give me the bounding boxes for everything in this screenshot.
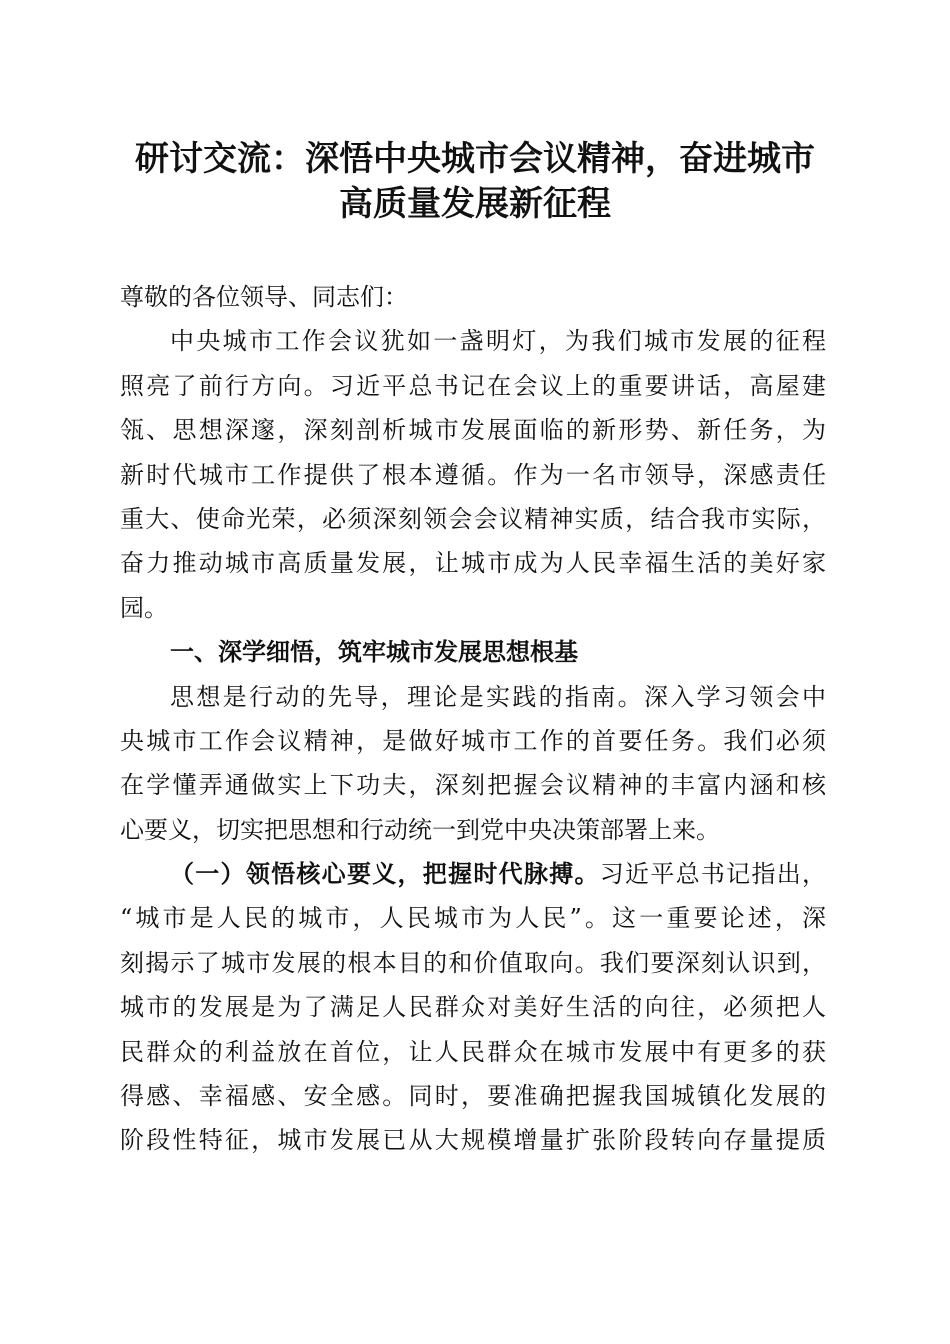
paragraph-line: 得感、幸福感、安全感。同时，要准确把握我国城镇化发展的 — [120, 1082, 826, 1111]
title-line-1: 研讨交流：深悟中央城市会议精神，奋进城市 — [135, 139, 815, 179]
document-title — [100, 137, 850, 227]
paragraph-line: 心要义，切实把思想和行动统一到党中央决策部署上来。 — [120, 815, 720, 844]
paragraph-line: “城市是人民的城市，人民城市为人民”。这一重要论述，深 — [120, 904, 826, 933]
paragraph-intro — [120, 319, 826, 630]
title-line-2: 高质量发展新征程 — [339, 184, 611, 224]
subsection-heading: （一）领悟核心要义，把握时代脉搏。 — [170, 859, 600, 889]
paragraph-subsection-1 — [120, 852, 826, 1163]
paragraph-line: 中央城市工作会议犹如一盏明灯，为我们城市发展的征程 — [170, 327, 826, 356]
paragraph-line: 奋力推动城市高质量发展，让城市成为人民幸福生活的美好家 — [120, 549, 826, 578]
salutation: 尊敬的各位领导、同志们： — [120, 283, 408, 311]
paragraph-line: 照亮了前行方向。习近平总书记在会议上的重要讲话，高屋建 — [120, 371, 826, 400]
paragraph-line: 城市的发展是为了满足人民群众对美好生活的向往，必须把人 — [120, 993, 826, 1022]
paragraph-thought — [120, 675, 826, 853]
paragraph-line: 园。 — [120, 593, 168, 622]
paragraph-line: 瓴、思想深邃，深刻剖析城市发展面临的新形势、新任务，为 — [120, 416, 826, 445]
paragraph-line: 在学懂弄通做实上下功夫，深刻把握会议精神的丰富内涵和核 — [120, 771, 826, 800]
section-heading: 一、深学细悟，筑牢城市发展思想根基 — [170, 637, 578, 667]
paragraph-line: 民群众的利益放在首位，让人民群众在城市发展中有更多的获 — [120, 1037, 826, 1066]
document-body — [120, 275, 826, 1163]
paragraph-line: 新时代城市工作提供了根本遵循。作为一名市领导，深感责任 — [120, 460, 826, 489]
paragraph-line: 重大、使命光荣，必须深刻领会会议精神实质，结合我市实际， — [120, 504, 826, 533]
paragraph-line: 思想是行动的先导，理论是实践的指南。深入学习领会中 — [170, 682, 826, 711]
paragraph-line: 央城市工作会议精神，是做好城市工作的首要任务。我们必须 — [120, 726, 826, 755]
paragraph-line: 阶段性特征，城市发展已从大规模增量扩张阶段转向存量提质 — [120, 1126, 826, 1155]
paragraph-text: 习近平总书记指出， — [599, 860, 827, 889]
paragraph-line: 刻揭示了城市发展的根本目的和价值取向。我们要深刻认识到， — [120, 948, 826, 977]
paragraph-line — [120, 852, 826, 896]
